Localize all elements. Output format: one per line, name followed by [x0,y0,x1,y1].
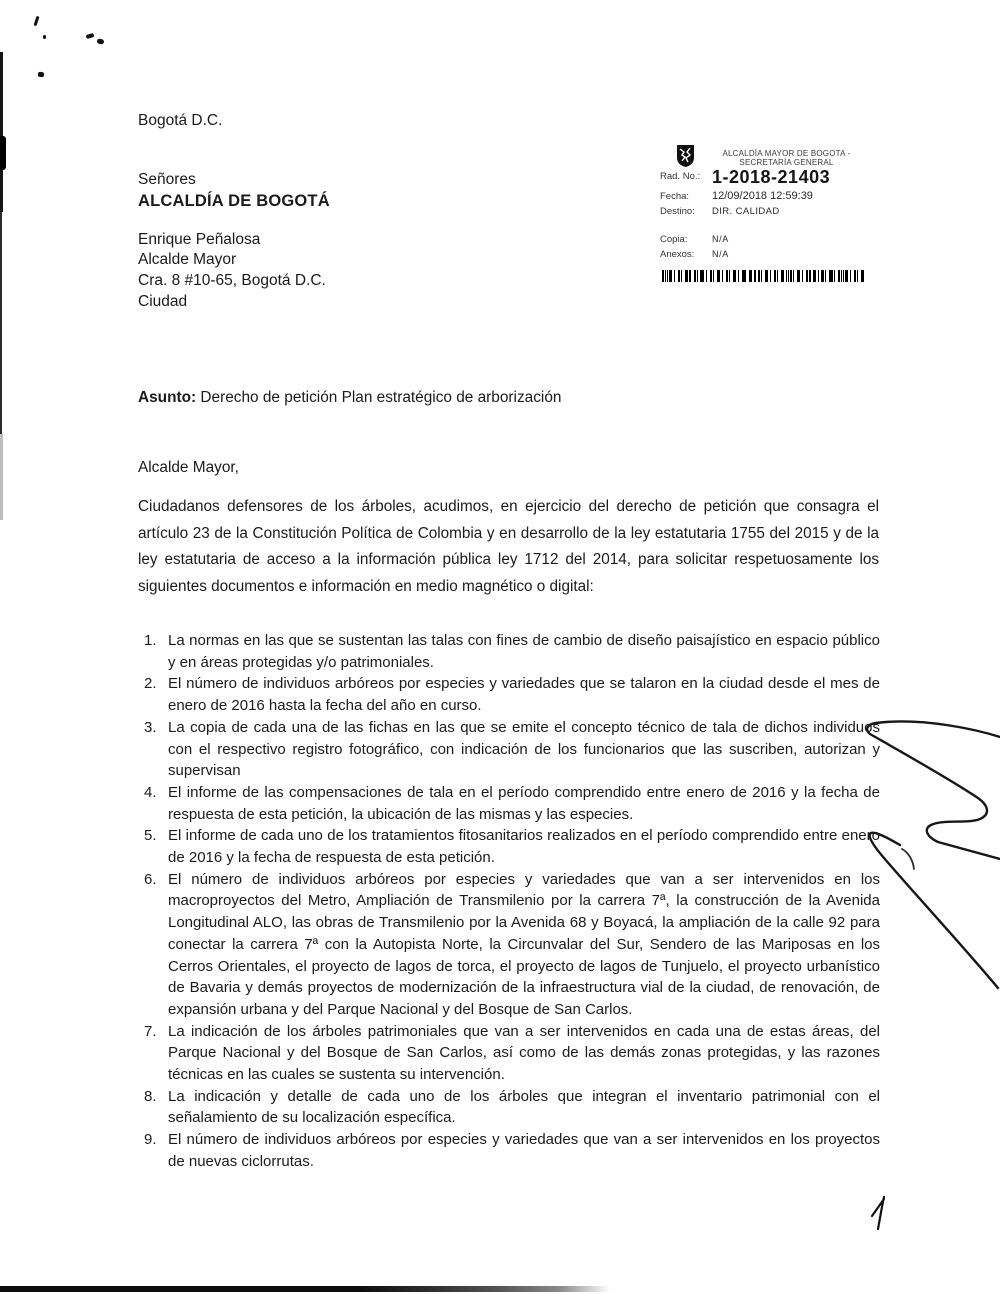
scan-edge-artifact [0,52,3,212]
list-item: 7. La indicación de los árboles patrimoniales que van a ser intervenidos en cada una de estas áreas, del Parque Nacional y del Bosque de San Carlos, así como de las demás zonas protegidas, y las razones técnicas en las cuales se sustenta su intervención. [144,1022,880,1084]
scan-bottom-artifact [0,1286,1000,1292]
greeting-line: Alcalde Mayor, [138,459,239,476]
list-item: 8. La indicación y detalle de cada uno de los árboles que integran el inventario patrimonial con el señalamiento de su localización específica. [144,1087,880,1127]
recipient-salutation: Señores [138,171,196,188]
stamp-field-value: DIR. CALIDAD [712,206,780,217]
list-item: 6. El número de individuos arbóreos por especies y variedades que van a ser intervenidos en los macroproyectos del Metro, Ampliación de Transmilenio por la carrera 7ª, la construcción de la Avenida Longitudinal ALO, las obras de Transmilenio por la Avenida 68 y Boyacá, la ampliación de la calle 92 para conectar la carrera 7ª con la Autopista Norte, la Circunvalar del Sur, Sendero de las Mariposas en los Cerros Orientales, el proyecto de lagos de torca, el proyecto de lagos de Tunjuelo, el proyecto urbanístico de Bavaria y demás proyectos de modernización de la infraestructura vial de la ciudad, de renovación, de expansión urbana y del Parque Nacional y del Bosque de San Carlos. [144,870,880,1018]
stamp-field-value: N/A [712,249,729,259]
stamp-field-label: Fecha: [660,191,690,202]
bogota-crest-icon [676,144,695,167]
handwritten-page-number [866,1192,896,1234]
stamp-field-label: Anexos: [660,249,695,260]
stamp-field-label: Copia: [660,234,688,245]
recipient-address: Cra. 8 #10-65, Bogotá D.C. [138,272,326,290]
scan-edge-artifact [0,434,3,520]
recipient-city: Ciudad [138,292,188,310]
ink-speck [43,35,46,39]
list-item: 1. La normas en las que se sustentan las talas con fines de cambio de diseño paisajístico en espacio público y en áreas protegidas y/o patrimoniales. [144,632,880,671]
stamp-field-label: Rad. No.: [660,171,701,182]
subject-text: Derecho de petición Plan estratégico de arborización [200,389,562,406]
ink-speck [86,33,95,39]
city-date-line: Bogotá D.C. [138,112,223,129]
petition-items-list [138,630,880,1173]
list-item: 4. El informe de las compensaciones de tala en el período comprendido entre enero de 2016 y la fecha de respuesta de esta petición, la ubicación de las mismas y las especies. [144,783,880,823]
list-item: 3. La copia de cada una de las fichas en las que se emite el concepto técnico de tala de dichos individuos con el respectivo registro fotográfico, con indicación de los funcionarios que las suscriben, autorizan y supervisan [144,718,880,780]
list-item: 9. El número de individuos arbóreos por especies y variedades que van a ser intervenidos en los proyectos de nuevas ciclorrutas. [144,1131,880,1170]
scan-edge-artifact [0,136,6,170]
recipient-block [138,170,330,313]
subject-label: Asunto: [138,389,197,406]
barcode-image [662,270,864,282]
stamp-org-name: ALCALDÍA MAYOR DE BOGOTA - SECRETARÍA GENERAL [722,149,851,167]
scan-edge-artifact [0,212,2,434]
recipient-title: Alcalde Mayor [138,251,237,269]
stamp-field-value: 1-2018-21403 [712,167,831,187]
pen-squiggle-mark [828,688,1000,1018]
list-item: 5. El informe de cada uno de los tratamientos fitosanitarios realizados en el período comprendido entre enero de 2016 y la fecha de respuesta de esta petición. [144,827,880,867]
spacer [138,212,330,230]
recipient-name: Enrique Peñalosa [138,230,261,248]
stamp-field-copia [660,231,870,245]
ink-speck [97,38,105,44]
subject-line [138,389,880,407]
stamp-header [660,144,870,167]
stamp-field-anexos [660,246,870,260]
registry-stamp [660,144,870,282]
recipient-organization: ALCALDÍA DE BOGOTÁ [138,191,330,210]
stamp-field-destino [660,203,870,217]
stamp-field-fecha [660,188,870,202]
stamp-field-rad [660,168,870,187]
stamp-field-label: Destino: [660,206,695,217]
stamp-field-value: 12/09/2018 12:59:39 [712,190,813,202]
ink-speck [38,72,45,78]
stamp-field-value: N/A [712,234,729,244]
ink-speck [34,16,40,26]
list-item: 2. El número de individuos arbóreos por especies y variedades que se talaron en la ciudad desde el mes de enero de 2016 hasta la fecha del año en curso. [144,675,880,715]
intro-paragraph: Ciudadanos defensores de los árboles, acudimos, en ejercicio del derecho de petición que consagra el artículo 23 de la Constitución Política de Colombia y en desarrollo de la ley estatutaria 1755 del 2015 y de la ley estatutaria de acceso a la información pública ley 1712 del 2014, para solicitar respetuosamente los siguientes documentos e información en medio magnético o digital: [138,498,879,595]
